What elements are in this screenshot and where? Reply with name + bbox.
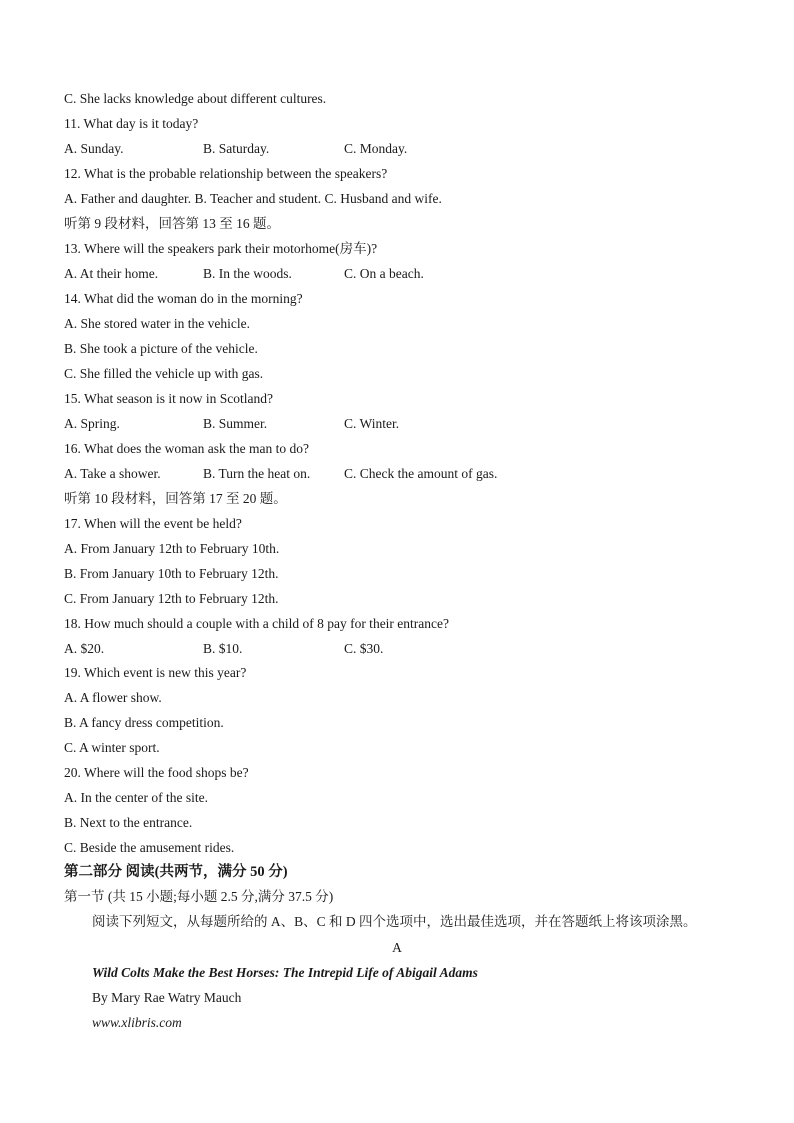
question-15: 15. What season is it now in Scotland? xyxy=(64,391,273,406)
q15-option-c: C. Winter. xyxy=(344,416,400,431)
q20-option-b: B. Next to the entrance. xyxy=(64,815,193,830)
reading-instruction: 阅读下列短文，从每题所给的 A、B、C 和 D 四个选项中，选出最佳选项，并在答题纸上将该项涂黑。 xyxy=(92,914,697,929)
part-2-heading: 第二部分 阅读(共两节，满分 50 分) xyxy=(64,864,288,880)
q17-option-c: C. From January 12th to February 12th. xyxy=(64,591,279,606)
q12-options: A. Father and daughter. B. Teacher and student. C. Husband and wife. xyxy=(64,191,442,206)
q17-option-a: A. From January 12th to February 10th. xyxy=(64,541,280,556)
section-1-heading: 第一节 (共 15 小题;每小题 2.5 分,满分 37.5 分) xyxy=(64,889,334,904)
q18-option-c: C. $30. xyxy=(344,641,384,656)
question-17: 17. When will the event be held? xyxy=(64,516,242,531)
q19-option-a: A. A flower show. xyxy=(64,690,162,705)
question-11: 11. What day is it today? xyxy=(64,116,199,131)
q18-option-a: A. $20. xyxy=(64,641,105,656)
q14-option-c: C. She filled the vehicle up with gas. xyxy=(64,366,264,381)
q19-option-b: B. A fancy dress competition. xyxy=(64,715,224,730)
q14-option-b: B. She took a picture of the vehicle. xyxy=(64,341,258,356)
q20-option-a: A. In the center of the site. xyxy=(64,790,208,805)
passage-letter: A xyxy=(392,940,402,955)
question-18: 18. How much should a couple with a child of 8 pay for their entrance? xyxy=(64,616,450,631)
q11-option-a: A. Sunday. xyxy=(64,141,124,156)
q15-option-a: A. Spring. xyxy=(64,416,120,431)
question-16: 16. What does the woman ask the man to do? xyxy=(64,441,309,456)
book-author: By Mary Rae Watry Mauch xyxy=(92,990,242,1005)
q11-option-c: C. Monday. xyxy=(344,141,408,156)
q14-option-a: A. She stored water in the vehicle. xyxy=(64,316,250,331)
q10-option-c: C. She lacks knowledge about different cultures. xyxy=(64,91,327,106)
q15-option-b: B. Summer. xyxy=(203,416,268,431)
section-9-instruction: 听第 9 段材料，回答第 13 至 16 题。 xyxy=(64,216,280,231)
question-19: 19. Which event is new this year? xyxy=(64,665,247,680)
q13-option-b: B. In the woods. xyxy=(203,266,292,281)
q13-option-a: A. At their home. xyxy=(64,266,159,281)
q13-option-c: C. On a beach. xyxy=(344,266,424,281)
question-14: 14. What did the woman do in the morning? xyxy=(64,291,303,306)
q19-option-c: C. A winter sport. xyxy=(64,740,160,755)
q16-option-b: B. Turn the heat on. xyxy=(203,466,311,481)
q20-option-c: C. Beside the amusement rides. xyxy=(64,840,235,855)
question-12: 12. What is the probable relationship between the speakers? xyxy=(64,166,388,181)
q16-option-a: A. Take a shower. xyxy=(64,466,161,481)
section-10-instruction: 听第 10 段材料，回答第 17 至 20 题。 xyxy=(64,491,287,506)
question-13: 13. Where will the speakers park their motorhome(房车)? xyxy=(64,241,378,256)
q11-option-b: B. Saturday. xyxy=(203,141,270,156)
q17-option-b: B. From January 10th to February 12th. xyxy=(64,566,279,581)
question-20: 20. Where will the food shops be? xyxy=(64,765,249,780)
q18-option-b: B. $10. xyxy=(203,641,243,656)
book-website: www.xlibris.com xyxy=(92,1015,182,1030)
book-title: Wild Colts Make the Best Horses: The Intrepid Life of Abigail Adams xyxy=(92,965,478,980)
q16-option-c: C. Check the amount of gas. xyxy=(344,466,498,481)
